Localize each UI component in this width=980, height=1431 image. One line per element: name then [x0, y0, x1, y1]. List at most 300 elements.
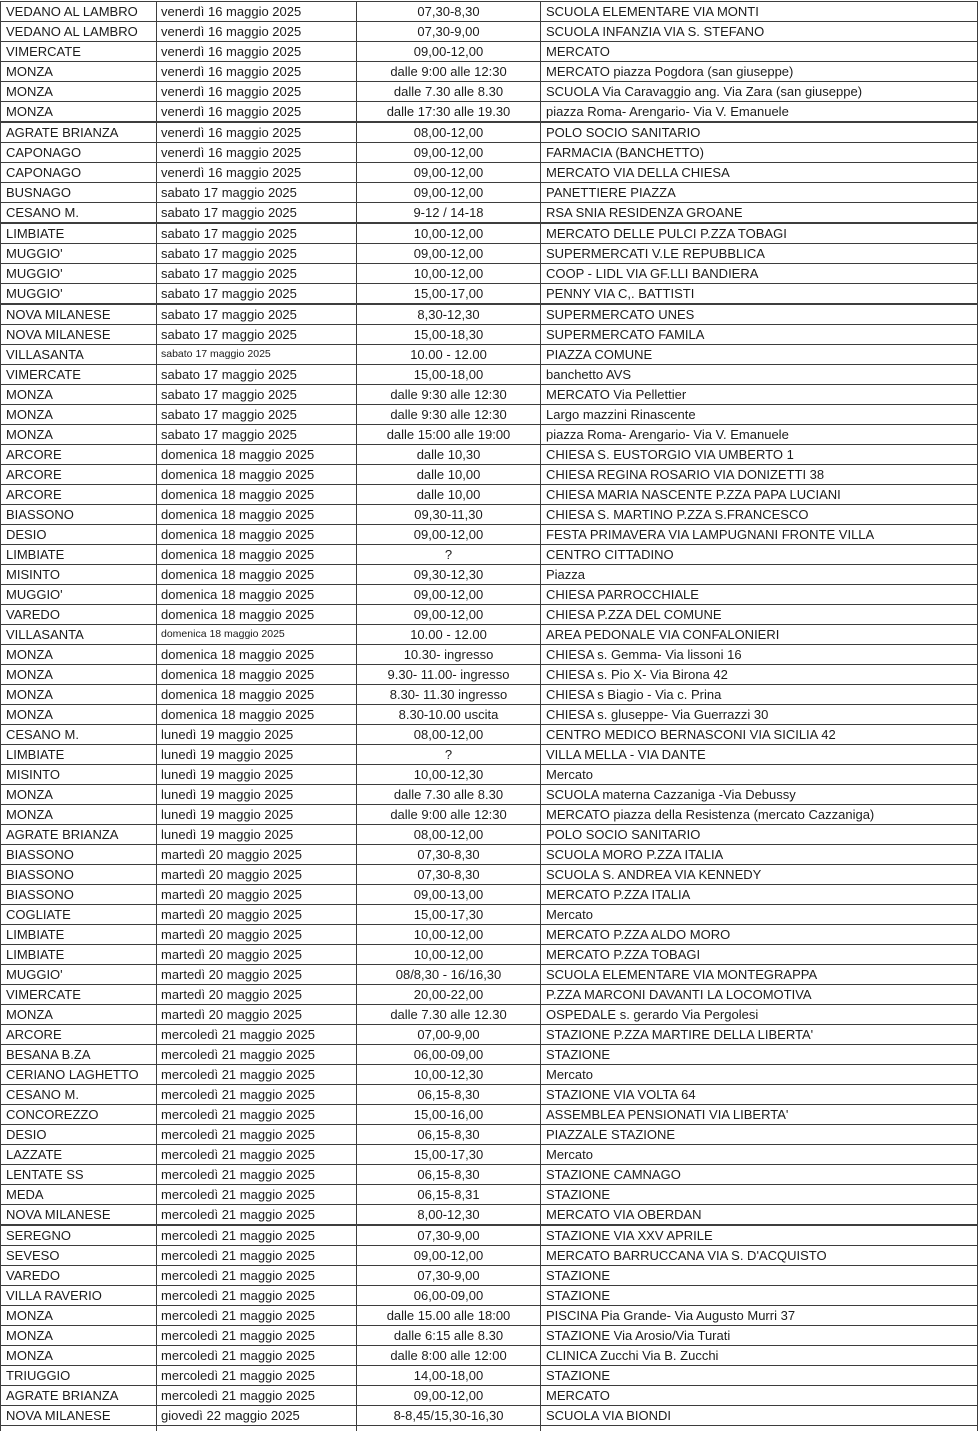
cell-time: 09,30-12,30 — [357, 565, 541, 585]
cell-place: SUPERMERCATO FAMILA — [541, 325, 978, 345]
cell-date: mercoledì 21 maggio 2025 — [157, 1065, 357, 1085]
cell-location: BESANA B.ZA — [1, 1045, 157, 1065]
cell-location: LIMBIATE — [1, 945, 157, 965]
cell-date: martedì 20 maggio 2025 — [157, 925, 357, 945]
cell-place: CHIESA s. Gemma- Via lissoni 16 — [541, 645, 978, 665]
cell-time: 06,00-09,00 — [357, 1286, 541, 1306]
cell-date: venerdì 16 maggio 2025 — [157, 42, 357, 62]
table-row — [1, 785, 978, 805]
cell-place: CHIESA s. gluseppe- Via Guerrazzi 30 — [541, 705, 978, 725]
cell-time: 09,00-12,00 — [357, 163, 541, 183]
cell-location — [1, 1426, 157, 1431]
cell-date: domenica 18 maggio 2025 — [157, 665, 357, 685]
cell-location: CAPONAGO — [1, 143, 157, 163]
cell-location: BIASSONO — [1, 505, 157, 525]
cell-date: domenica 18 maggio 2025 — [157, 705, 357, 725]
cell-location: LIMBIATE — [1, 223, 157, 244]
cell-location: LIMBIATE — [1, 545, 157, 565]
cell-place: P.ZZA MARCONI DAVANTI LA LOCOMOTIVA — [541, 985, 978, 1005]
cell-time: 08,00-12,00 — [357, 725, 541, 745]
cell-location: MONZA — [1, 685, 157, 705]
cell-time: dalle 15.00 alle 18:00 — [357, 1306, 541, 1326]
cell-place: Mercato — [541, 765, 978, 785]
cell-date: venerdì 16 maggio 2025 — [157, 102, 357, 123]
table-row — [1, 865, 978, 885]
table-row — [1, 465, 978, 485]
table-row — [1, 62, 978, 82]
table-row — [1, 825, 978, 845]
cell-date: mercoledì 21 maggio 2025 — [157, 1205, 357, 1226]
cell-place: ASSEMBLEA PENSIONATI VIA LIBERTA' — [541, 1105, 978, 1125]
cell-place: PIAZZALE STAZIONE — [541, 1125, 978, 1145]
cell-time — [357, 1426, 541, 1431]
cell-place: SUPERMERCATO UNES — [541, 304, 978, 325]
cell-place: CENTRO MEDICO BERNASCONI VIA SICILIA 42 — [541, 725, 978, 745]
cell-time: 07,30-8,30 — [357, 845, 541, 865]
cell-date: mercoledì 21 maggio 2025 — [157, 1225, 357, 1246]
cell-place: MERCATO piazza Pogdora (san giuseppe) — [541, 62, 978, 82]
cell-time: 10,00-12,00 — [357, 925, 541, 945]
cell-time: 06,15-8,31 — [357, 1185, 541, 1205]
cell-location: NOVA MILANESE — [1, 1205, 157, 1226]
table-row — [1, 645, 978, 665]
table-row — [1, 385, 978, 405]
cell-location: NOVA MILANESE — [1, 1406, 157, 1426]
cell-time: 09,00-12,00 — [357, 183, 541, 203]
table-row — [1, 122, 978, 143]
cell-location: BIASSONO — [1, 865, 157, 885]
cell-place: SCUOLA S. ANDREA VIA KENNEDY — [541, 865, 978, 885]
cell-time: 07,30-9,00 — [357, 22, 541, 42]
cell-time: 09,00-13,00 — [357, 885, 541, 905]
cell-time: 10,00-12,30 — [357, 1065, 541, 1085]
cell-place: SCUOLA materna Cazzaniga -Via Debussy — [541, 785, 978, 805]
table-row — [1, 605, 978, 625]
cell-place: MERCATO VIA OBERDAN — [541, 1205, 978, 1226]
cell-time: 10,00-12,00 — [357, 223, 541, 244]
table-row — [1, 725, 978, 745]
cell-time: ? — [357, 545, 541, 565]
cell-place: POLO SOCIO SANITARIO — [541, 825, 978, 845]
cell-time: 09,00-12,00 — [357, 42, 541, 62]
cell-date: domenica 18 maggio 2025 — [157, 565, 357, 585]
cell-place: Mercato — [541, 1065, 978, 1085]
cell-location: MONZA — [1, 785, 157, 805]
cell-date: sabato 17 maggio 2025 — [157, 244, 357, 264]
table-row — [1, 143, 978, 163]
cell-time: 09,00-12,00 — [357, 1386, 541, 1406]
cell-time: 9-12 / 14-18 — [357, 203, 541, 224]
table-row — [1, 1085, 978, 1105]
cell-place: PENNY VIA C,. BATTISTI — [541, 284, 978, 305]
cell-time: ? — [357, 745, 541, 765]
cell-location: VAREDO — [1, 1266, 157, 1286]
cell-date: mercoledì 21 maggio 2025 — [157, 1246, 357, 1266]
cell-time: 07,30-8,30 — [357, 865, 541, 885]
cell-date: venerdì 16 maggio 2025 — [157, 22, 357, 42]
cell-date: mercoledì 21 maggio 2025 — [157, 1286, 357, 1306]
cell-date: sabato 17 maggio 2025 — [157, 223, 357, 244]
cell-location: CESANO M. — [1, 1085, 157, 1105]
cell-place: MERCATO VIA DELLA CHIESA — [541, 163, 978, 183]
cell-place: Largo mazzini Rinascente — [541, 405, 978, 425]
cell-location: MONZA — [1, 102, 157, 123]
cell-time: dalle 8:00 alle 12:00 — [357, 1346, 541, 1366]
cell-place: FESTA PRIMAVERA VIA LAMPUGNANI FRONTE VILLA — [541, 525, 978, 545]
cell-date: martedì 20 maggio 2025 — [157, 885, 357, 905]
table-row — [1, 705, 978, 725]
table-row — [1, 545, 978, 565]
cell-place: STAZIONE — [541, 1286, 978, 1306]
table-row — [1, 2, 978, 22]
cell-place: MERCATO P.ZZA TOBAGI — [541, 945, 978, 965]
cell-location: CAPONAGO — [1, 163, 157, 183]
cell-date: sabato 17 maggio 2025 — [157, 405, 357, 425]
cell-date: martedì 20 maggio 2025 — [157, 945, 357, 965]
cell-location: LENTATE SS — [1, 1165, 157, 1185]
cell-date: domenica 18 maggio 2025 — [157, 525, 357, 545]
cell-time: 08/8,30 - 16/16,30 — [357, 965, 541, 985]
table-row — [1, 1306, 978, 1326]
cell-time: 10.30- ingresso — [357, 645, 541, 665]
cell-place: STAZIONE — [541, 1045, 978, 1065]
cell-time: dalle 7.30 alle 8.30 — [357, 82, 541, 102]
cell-date: lunedì 19 maggio 2025 — [157, 825, 357, 845]
table-row — [1, 445, 978, 465]
cell-place: SCUOLA Via Caravaggio ang. Via Zara (san giuseppe) — [541, 82, 978, 102]
cell-location: MONZA — [1, 1306, 157, 1326]
cell-date: domenica 18 maggio 2025 — [157, 545, 357, 565]
cell-time: dalle 7.30 alle 8.30 — [357, 785, 541, 805]
cell-date: martedì 20 maggio 2025 — [157, 1005, 357, 1025]
cell-date: martedì 20 maggio 2025 — [157, 905, 357, 925]
cell-location: MUGGIO' — [1, 965, 157, 985]
cell-location: TRIUGGIO — [1, 1366, 157, 1386]
table-row — [1, 244, 978, 264]
cell-location: AGRATE BRIANZA — [1, 1386, 157, 1406]
table-row — [1, 945, 978, 965]
cell-location: MUGGIO' — [1, 244, 157, 264]
cell-time: 8,30-12,30 — [357, 304, 541, 325]
cell-time: 10.00 - 12.00 — [357, 345, 541, 365]
table-row — [1, 325, 978, 345]
table-row — [1, 585, 978, 605]
cell-date: mercoledì 21 maggio 2025 — [157, 1105, 357, 1125]
cell-location: DESIO — [1, 1125, 157, 1145]
cell-place: COOP - LIDL VIA GF.LLI BANDIERA — [541, 264, 978, 284]
table-row — [1, 685, 978, 705]
cell-date: venerdì 16 maggio 2025 — [157, 122, 357, 143]
cell-time: 8,00-12,30 — [357, 1205, 541, 1226]
cell-time: 09,00-12,00 — [357, 143, 541, 163]
cell-date: sabato 17 maggio 2025 — [157, 284, 357, 305]
cell-location: ARCORE — [1, 465, 157, 485]
table-row — [1, 264, 978, 284]
table-row — [1, 203, 978, 224]
cell-location: MONZA — [1, 62, 157, 82]
table-row — [1, 1125, 978, 1145]
cell-location: MISINTO — [1, 765, 157, 785]
cell-time: 09,00-12,00 — [357, 525, 541, 545]
cell-date: sabato 17 maggio 2025 — [157, 385, 357, 405]
table-row — [1, 765, 978, 785]
cell-place: MERCATO — [541, 1386, 978, 1406]
table-row — [1, 1286, 978, 1306]
cell-time: 08,00-12,00 — [357, 122, 541, 143]
table-row — [1, 1045, 978, 1065]
cell-location: SEREGNO — [1, 1225, 157, 1246]
cell-location: MONZA — [1, 82, 157, 102]
cell-location: MONZA — [1, 705, 157, 725]
cell-place: piazza Roma- Arengario- Via V. Emanuele — [541, 425, 978, 445]
cell-date: sabato 17 maggio 2025 — [157, 264, 357, 284]
cell-date: domenica 18 maggio 2025 — [157, 625, 357, 645]
cell-date: venerdì 16 maggio 2025 — [157, 2, 357, 22]
cell-place: SCUOLA ELEMENTARE VIA MONTI — [541, 2, 978, 22]
cell-location: MISINTO — [1, 565, 157, 585]
cell-place: CHIESA s Biagio - Via c. Prina — [541, 685, 978, 705]
cell-date: sabato 17 maggio 2025 — [157, 425, 357, 445]
table-row-partial — [1, 1426, 978, 1431]
cell-time: 09,30-11,30 — [357, 505, 541, 525]
cell-location: MEDA — [1, 1185, 157, 1205]
cell-date: mercoledì 21 maggio 2025 — [157, 1125, 357, 1145]
cell-time: 9.30- 11.00- ingresso — [357, 665, 541, 685]
cell-place: STAZIONE — [541, 1366, 978, 1386]
cell-place: Mercato — [541, 1145, 978, 1165]
cell-location: VAREDO — [1, 605, 157, 625]
cell-date: venerdì 16 maggio 2025 — [157, 62, 357, 82]
cell-location: VEDANO AL LAMBRO — [1, 2, 157, 22]
cell-place: MERCATO DELLE PULCI P.ZZA TOBAGI — [541, 223, 978, 244]
cell-place: CHIESA REGINA ROSARIO VIA DONIZETTI 38 — [541, 465, 978, 485]
cell-time: 07,30-8,30 — [357, 2, 541, 22]
cell-location: CESANO M. — [1, 725, 157, 745]
cell-location: BIASSONO — [1, 885, 157, 905]
cell-place: Mercato — [541, 905, 978, 925]
table-row — [1, 1065, 978, 1085]
table-row — [1, 905, 978, 925]
table-row — [1, 845, 978, 865]
table-row — [1, 183, 978, 203]
table-row — [1, 625, 978, 645]
table-row — [1, 565, 978, 585]
cell-date: mercoledì 21 maggio 2025 — [157, 1025, 357, 1045]
table-row — [1, 284, 978, 305]
cell-location: ARCORE — [1, 1025, 157, 1045]
table-row — [1, 163, 978, 183]
cell-location: SEVESO — [1, 1246, 157, 1266]
cell-place: AREA PEDONALE VIA CONFALONIERI — [541, 625, 978, 645]
cell-place: STAZIONE — [541, 1185, 978, 1205]
table-row — [1, 665, 978, 685]
cell-place: STAZIONE P.ZZA MARTIRE DELLA LIBERTA' — [541, 1025, 978, 1045]
cell-location: NOVA MILANESE — [1, 325, 157, 345]
cell-location: CERIANO LAGHETTO — [1, 1065, 157, 1085]
cell-place: CHIESA S. MARTINO P.ZZA S.FRANCESCO — [541, 505, 978, 525]
schedule-table-body — [1, 2, 978, 1431]
cell-time: 08,00-12,00 — [357, 825, 541, 845]
cell-date: mercoledì 21 maggio 2025 — [157, 1165, 357, 1185]
cell-place: MERCATO P.ZZA ITALIA — [541, 885, 978, 905]
cell-location: VIMERCATE — [1, 985, 157, 1005]
cell-time: 15,00-16,00 — [357, 1105, 541, 1125]
cell-place: STAZIONE — [541, 1266, 978, 1286]
cell-location: ARCORE — [1, 445, 157, 465]
cell-time: 06,00-09,00 — [357, 1045, 541, 1065]
table-row — [1, 1205, 978, 1226]
table-row — [1, 925, 978, 945]
cell-time: 8-8,45/15,30-16,30 — [357, 1406, 541, 1426]
cell-location: LIMBIATE — [1, 925, 157, 945]
cell-date: domenica 18 maggio 2025 — [157, 645, 357, 665]
cell-place: VILLA MELLA - VIA DANTE — [541, 745, 978, 765]
table-row — [1, 102, 978, 123]
cell-time: dalle 10,00 — [357, 485, 541, 505]
cell-location: AGRATE BRIANZA — [1, 122, 157, 143]
cell-place: PANETTIERE PIAZZA — [541, 183, 978, 203]
cell-time: dalle 17:30 alle 19.30 — [357, 102, 541, 123]
cell-place — [541, 1426, 978, 1431]
cell-place: FARMACIA (BANCHETTO) — [541, 143, 978, 163]
cell-location: VILLASANTA — [1, 625, 157, 645]
cell-place: PISCINA Pia Grande- Via Augusto Murri 37 — [541, 1306, 978, 1326]
cell-place: PIAZZA COMUNE — [541, 345, 978, 365]
cell-time: 15,00-17,00 — [357, 284, 541, 305]
table-row — [1, 885, 978, 905]
cell-date: domenica 18 maggio 2025 — [157, 505, 357, 525]
cell-location: LAZZATE — [1, 1145, 157, 1165]
cell-place: STAZIONE CAMNAGO — [541, 1165, 978, 1185]
cell-time: dalle 15:00 alle 19:00 — [357, 425, 541, 445]
cell-location: MONZA — [1, 1326, 157, 1346]
cell-place: SCUOLA INFANZIA VIA S. STEFANO — [541, 22, 978, 42]
cell-place: MERCATO BARRUCCANA VIA S. D'ACQUISTO — [541, 1246, 978, 1266]
cell-location: MUGGIO' — [1, 264, 157, 284]
cell-place: MERCATO Via Pellettier — [541, 385, 978, 405]
cell-place: piazza Roma- Arengario- Via V. Emanuele — [541, 102, 978, 123]
cell-location: MONZA — [1, 645, 157, 665]
table-row — [1, 1346, 978, 1366]
cell-location: MUGGIO' — [1, 585, 157, 605]
cell-place: STAZIONE VIA VOLTA 64 — [541, 1085, 978, 1105]
cell-location: MONZA — [1, 805, 157, 825]
cell-date: mercoledì 21 maggio 2025 — [157, 1185, 357, 1205]
table-row — [1, 365, 978, 385]
cell-place: RSA SNIA RESIDENZA GROANE — [541, 203, 978, 224]
cell-time: 20,00-22,00 — [357, 985, 541, 1005]
cell-location: DESIO — [1, 525, 157, 545]
table-row — [1, 805, 978, 825]
table-row — [1, 1406, 978, 1426]
table-row — [1, 1105, 978, 1125]
cell-time: 09,00-12,00 — [357, 605, 541, 625]
cell-location: AGRATE BRIANZA — [1, 825, 157, 845]
cell-time: dalle 6:15 alle 8.30 — [357, 1326, 541, 1346]
table-row — [1, 1005, 978, 1025]
cell-time: 07,30-9,00 — [357, 1266, 541, 1286]
cell-date: sabato 17 maggio 2025 — [157, 325, 357, 345]
cell-location: MONZA — [1, 385, 157, 405]
cell-location: LIMBIATE — [1, 745, 157, 765]
cell-time: dalle 9:30 alle 12:30 — [357, 385, 541, 405]
cell-date: mercoledì 21 maggio 2025 — [157, 1266, 357, 1286]
table-row — [1, 1266, 978, 1286]
table-row — [1, 1225, 978, 1246]
cell-place: SCUOLA ELEMENTARE VIA MONTEGRAPPA — [541, 965, 978, 985]
table-row — [1, 22, 978, 42]
cell-place: CENTRO CITTADINO — [541, 545, 978, 565]
cell-time: 07,30-9,00 — [357, 1225, 541, 1246]
cell-date — [157, 1426, 357, 1431]
table-row — [1, 985, 978, 1005]
cell-place: MERCATO P.ZZA ALDO MORO — [541, 925, 978, 945]
cell-time: dalle 9:30 alle 12:30 — [357, 405, 541, 425]
cell-location: COGLIATE — [1, 905, 157, 925]
cell-time: dalle 9:00 alle 12:30 — [357, 805, 541, 825]
table-row — [1, 965, 978, 985]
table-row — [1, 223, 978, 244]
cell-date: venerdì 16 maggio 2025 — [157, 143, 357, 163]
table-row — [1, 405, 978, 425]
cell-time: 09,00-12,00 — [357, 1246, 541, 1266]
cell-date: lunedì 19 maggio 2025 — [157, 785, 357, 805]
cell-place: STAZIONE Via Arosio/Via Turati — [541, 1326, 978, 1346]
cell-time: 10.00 - 12.00 — [357, 625, 541, 645]
cell-date: sabato 17 maggio 2025 — [157, 203, 357, 224]
cell-location: VIMERCATE — [1, 42, 157, 62]
cell-date: sabato 17 maggio 2025 — [157, 345, 357, 365]
cell-place: banchetto AVS — [541, 365, 978, 385]
cell-date: martedì 20 maggio 2025 — [157, 845, 357, 865]
cell-location: MONZA — [1, 665, 157, 685]
cell-location: MONZA — [1, 425, 157, 445]
cell-time: 15,00-18,00 — [357, 365, 541, 385]
table-row — [1, 1165, 978, 1185]
table-row — [1, 1145, 978, 1165]
cell-date: mercoledì 21 maggio 2025 — [157, 1346, 357, 1366]
cell-date: sabato 17 maggio 2025 — [157, 304, 357, 325]
cell-time: 8.30-10.00 uscita — [357, 705, 541, 725]
table-row — [1, 82, 978, 102]
cell-date: mercoledì 21 maggio 2025 — [157, 1306, 357, 1326]
cell-time: 15,00-17,30 — [357, 905, 541, 925]
cell-date: venerdì 16 maggio 2025 — [157, 82, 357, 102]
table-row — [1, 525, 978, 545]
cell-date: mercoledì 21 maggio 2025 — [157, 1145, 357, 1165]
cell-location: CONCOREZZO — [1, 1105, 157, 1125]
table-row — [1, 1185, 978, 1205]
cell-date: martedì 20 maggio 2025 — [157, 965, 357, 985]
table-row — [1, 1025, 978, 1045]
cell-date: giovedì 22 maggio 2025 — [157, 1406, 357, 1426]
cell-time: 14,00-18,00 — [357, 1366, 541, 1386]
cell-location: ARCORE — [1, 485, 157, 505]
cell-place: OSPEDALE s. gerardo Via Pergolesi — [541, 1005, 978, 1025]
cell-date: domenica 18 maggio 2025 — [157, 485, 357, 505]
cell-time: 07,00-9,00 — [357, 1025, 541, 1045]
cell-location: VIMERCATE — [1, 365, 157, 385]
cell-place: CHIESA P.ZZA DEL COMUNE — [541, 605, 978, 625]
table-row — [1, 1246, 978, 1266]
table-row — [1, 42, 978, 62]
cell-place: MERCATO piazza della Resistenza (mercato Cazzaniga) — [541, 805, 978, 825]
cell-time: 15,00-17,30 — [357, 1145, 541, 1165]
cell-place: CHIESA PARROCCHIALE — [541, 585, 978, 605]
cell-place: CHIESA S. EUSTORGIO VIA UMBERTO 1 — [541, 445, 978, 465]
cell-time: 06,15-8,30 — [357, 1125, 541, 1145]
cell-date: domenica 18 maggio 2025 — [157, 465, 357, 485]
